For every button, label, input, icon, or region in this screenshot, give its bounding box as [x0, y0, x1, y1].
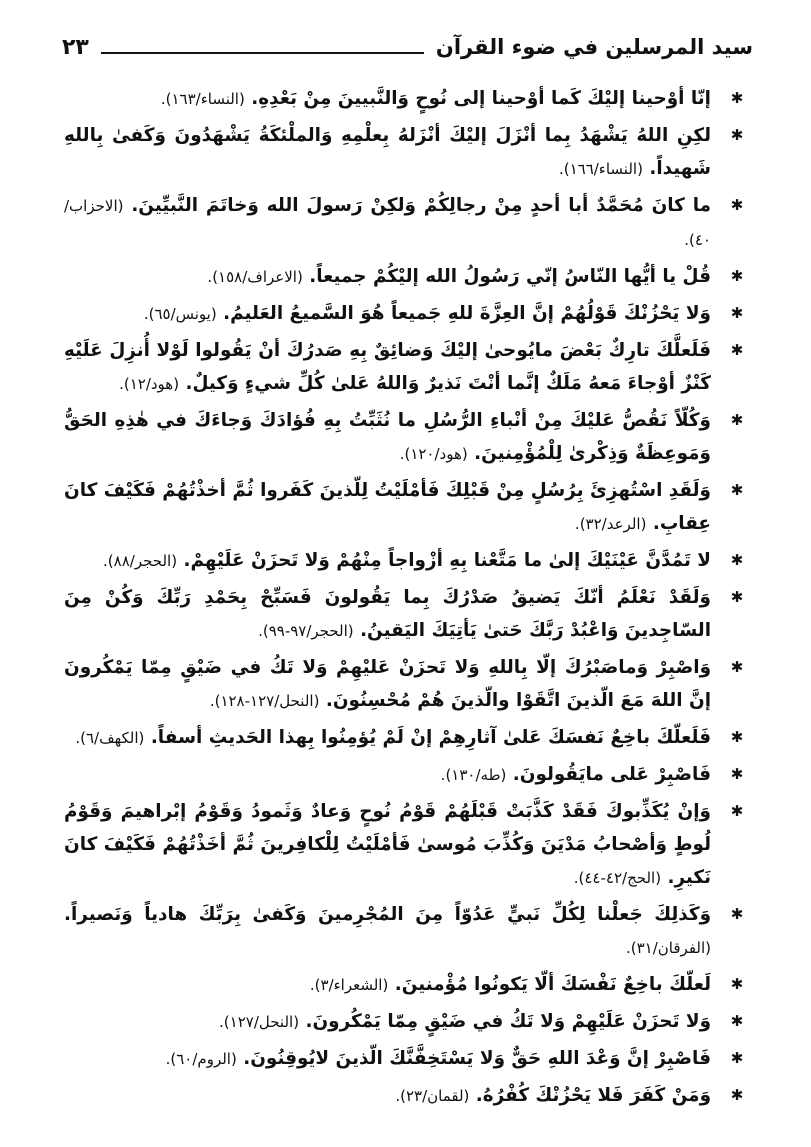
verse-item	[64, 898, 749, 965]
verse-text: وَكُلّاً نَقُصُّ عَليْكَ مِنْ أنْباءِ الرُّسُلِ ما نُثَبِّتُ بِهِ فُؤادَكَ وَجاءَكَ في هٰذِهِ الحَقُّ وَمَوعِظَةٌ وَذِكْرىٰ لِلْمُؤْمِنينَ.	[64, 410, 711, 464]
verse-item	[64, 119, 749, 186]
star-bullet-icon: ✱	[730, 1049, 744, 1067]
verse-list	[64, 82, 749, 1116]
verse-item	[64, 474, 749, 541]
verse-reference: (الرعد/٣٢).	[574, 515, 647, 533]
star-bullet-icon: ✱	[730, 126, 744, 144]
star-bullet-icon: ✱	[730, 588, 744, 606]
verse-item	[64, 1079, 749, 1113]
star-bullet-icon: ✱	[730, 765, 744, 783]
verse-text: فَلَعلَّكَ تارِكٌ بَعْضَ مايُوحىٰ إليْكَ وَضائِقٌ بِهِ صَدرُكَ أنْ يَقُولوا لَوْلا أُنزِلَ عَلَيْهِ كَنْزٌ أوْجاءَ مَعهُ مَلَكٌ إنَّما أنْتَ نَذيرٌ وَاللهُ عَلىٰ كُلِّ شيءٍ وَكيلٌ.	[64, 340, 711, 394]
verse-item	[64, 1042, 749, 1076]
star-bullet-icon: ✱	[730, 658, 744, 676]
star-bullet-icon: ✱	[730, 1086, 744, 1104]
verse-reference: (الروم/٦٠).	[165, 1050, 237, 1068]
verse-text: قُلْ يا أيُّها النّاسُ إنّي رَسُولُ الله إليْكُمْ جميعاً.	[309, 266, 711, 287]
verse-reference: (الحجر/٩٧-٩٩).	[258, 622, 354, 640]
verse-reference: (الاحزاب/٤٠).	[64, 197, 711, 249]
star-bullet-icon: ✱	[730, 551, 744, 569]
verse-text: وَمَنْ كَفَرَ فَلا يَحْزُنْكَ كُفْرُهُ.	[475, 1085, 711, 1106]
verse-reference: (النساء/١٦٦).	[558, 160, 643, 178]
verse-item	[64, 334, 749, 401]
verse-text: فَاصْبِرْ عَلى مايَقُولونَ.	[512, 764, 711, 785]
star-bullet-icon: ✱	[730, 304, 744, 322]
verse-reference: (الشعراء/٣).	[309, 976, 389, 994]
verse-item	[64, 651, 749, 718]
verse-text: لا تَمُدَّنَّ عَيْنَيْكَ إلىٰ ما مَتَّعْنا بِهِ أزْواجاً مِنْهُمْ وَلا تَحزَنْ عَلَيْهِمْ.	[183, 550, 711, 571]
verse-item	[64, 968, 749, 1002]
verse-item	[64, 758, 749, 792]
verse-text: فَاصْبِرْ إنَّ وَعْدَ اللهِ حَقٌّ وَلا يَسْتَخِفَّنَّكَ الّذينَ لايُوقِنُونَ.	[243, 1048, 711, 1069]
verse-item	[64, 1005, 749, 1039]
verse-text: وَلَقَدِ اسْتُهزِئَ بِرُسُلٍ مِنْ قَبْلِكَ فَأمْلَيْتُ لِلّذينَ كَفَروا ثُمَّ أخذْتُهُمْ فَكَيْفَ كانَ عِقابِ.	[64, 480, 711, 534]
star-bullet-icon: ✱	[730, 975, 744, 993]
verse-item	[64, 404, 749, 471]
verse-text: فَلَعلّكَ باخِعٌ نَفسَكَ عَلىٰ آثارِهِمْ إنْ لَمْ يُؤمِنُوا بِهذا الحَديثِ أسفاً.	[150, 727, 711, 748]
star-bullet-icon: ✱	[730, 89, 744, 107]
verse-text: وَكَذلِكَ جَعلْنا لِكُلِّ نَبيٍّ عَدُوّاً مِنَ المُجْرِمينَ وَكَفىٰ بِرَبِّكَ هادياً وَنَصيراً.	[64, 904, 711, 925]
verse-reference: (الكهف/٦).	[75, 729, 145, 747]
verse-text: إنّا أوْحينا إليْكَ كَما أوْحينا إلى نُوحٍ وَالنَّبيينَ مِنْ بَعْدِهِ.	[251, 88, 711, 109]
verse-item	[64, 82, 749, 116]
star-bullet-icon: ✱	[730, 1012, 744, 1030]
verse-reference: (هود/١٢).	[119, 375, 180, 393]
verse-item	[64, 189, 749, 257]
verse-text: وَلا تَحزَنْ عَلَيْهِمْ وَلا تَكُ في ضَيْقٍ مِمّا يَمْكُرونَ.	[305, 1011, 711, 1032]
verse-reference: (يونس/٦٥).	[143, 305, 217, 323]
verse-text: وَلَقَدْ نَعْلَمُ أنّكَ يَضيقُ صَدْرُكَ بِما يَقُولونَ فَسَبِّحْ بِحَمْدِ رَبِّكَ وَكُنْ مِنَ السّاجِدينَ وَاعْبُدْ رَبَّكَ حَتىٰ يَأتِيَكَ اليَقينُ.	[64, 587, 711, 641]
verse-item	[64, 581, 749, 648]
star-bullet-icon: ✱	[730, 728, 744, 746]
verse-reference: (النحل/١٢٧).	[219, 1013, 300, 1031]
verse-item	[64, 297, 749, 331]
verse-item	[64, 795, 749, 895]
verse-reference: (النحل/١٢٧-١٢٨).	[209, 692, 320, 710]
verse-item	[64, 721, 749, 755]
verse-reference: (الاعراف/١٥٨).	[207, 268, 303, 286]
verse-text: ما كانَ مُحَمَّدٌ أبا أحدٍ مِنْ رجالِكُمْ وَلكِنْ رَسولَ الله وَخاتَمَ النَّبيِّينَ.	[131, 195, 711, 216]
verse-text: لَعلّكَ باخِعٌ نَفْسَكَ ألّا يَكونُوا مُؤْمنينَ.	[394, 974, 711, 995]
verse-reference: (هود/١٢٠).	[399, 445, 468, 463]
verse-item	[64, 260, 749, 294]
star-bullet-icon: ✱	[730, 196, 744, 214]
star-bullet-icon: ✱	[730, 411, 744, 429]
verse-reference: (الحجر/٨٨).	[103, 552, 178, 570]
star-bullet-icon: ✱	[730, 341, 744, 359]
page-header	[62, 30, 753, 64]
verse-reference: (النساء/١٦٣).	[160, 90, 245, 108]
verse-reference: (الفرقان/٣١).	[625, 939, 711, 957]
verse-text: وَاصْبِرْ وَماصَبْرُكَ إلّا بِاللهِ وَلا تَحزَنْ عَليْهِمْ وَلا تَكُ في ضَيْقٍ مِمّا يَمْكُرونَ إنَّ اللهَ مَعَ الّذينَ اتَّقَوْا والّذينَ هُمْ مُحْسِنُونَ.	[64, 657, 711, 711]
header-rule	[101, 52, 424, 54]
star-bullet-icon: ✱	[730, 905, 744, 923]
running-title: سيد المرسلين في ضوء القرآن	[435, 35, 753, 59]
verse-reference: (طه/١٣٠).	[440, 766, 507, 784]
verse-item	[64, 544, 749, 578]
star-bullet-icon: ✱	[730, 481, 744, 499]
verse-reference: (لقمان/٢٣).	[395, 1087, 470, 1105]
verse-text: وَلا يَحْزُنْكَ قَوْلُهُمْ إنَّ العِزَّةَ للهِ جَميعاً هُوَ السَّميعُ العَليمُ.	[223, 303, 711, 324]
verse-reference: (الحج/٤٢-٤٤).	[573, 869, 662, 887]
verse-text: لكِنِ اللهُ يَشْهَدُ بِما أنْزَلَ إليْكَ أنْزَلهُ بِعلْمِهِ وَالملْئكَةُ يَشْهَدُونَ وَكَفىٰ بِاللهِ شَهيداً.	[64, 125, 711, 179]
verse-text: وَإنْ يُكَذِّبوكَ فَقَدْ كَذَّبَتْ قَبْلَهُمْ قَوْمُ نُوحٍ وَعادٌ وَثَمودُ وَقَوْمُ إبْراهيمَ وَقَوْمُ لُوطٍ وَأصْحابُ مَدْيَنَ وَكُذِّبَ مُوسىٰ فَأمْلَيْتُ لِلْكافِرينَ ثُمَّ أخَذْتُهُمْ فَكَيْفَ كانَ نَكيرِ.	[64, 801, 711, 888]
star-bullet-icon: ✱	[730, 267, 744, 285]
page-number: ٢٣	[62, 34, 89, 60]
star-bullet-icon: ✱	[730, 802, 744, 820]
